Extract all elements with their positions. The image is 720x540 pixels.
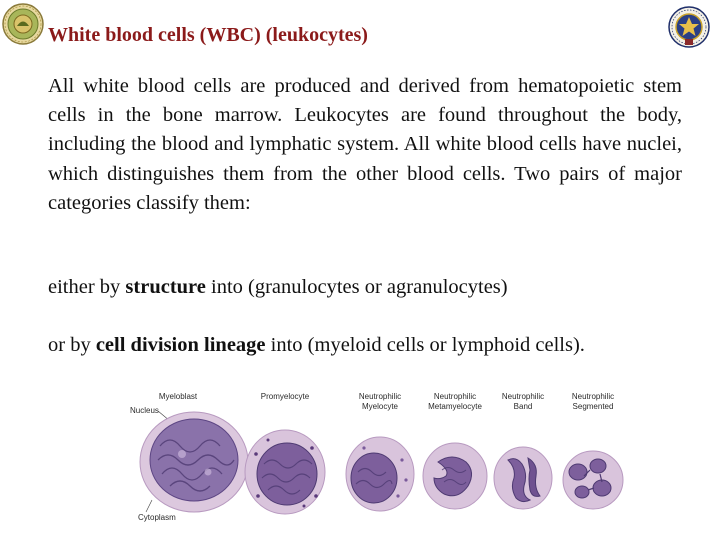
band-cell	[494, 447, 552, 509]
intro-paragraph: All white blood cells are produced and derived from hematopoietic stem cells in the bone marrow. Leukocytes are found throughout the body, including the blood and lymphatic system. All white blood cells have nuclei, which distinguishes them from the other blood cells. Two pairs of major categories classify them:	[48, 75, 682, 214]
segmented-neutrophil-cell	[563, 451, 623, 509]
university-seal-icon	[2, 3, 44, 45]
metamyelocyte-cell	[423, 443, 487, 509]
cell-label-myelocyte	[359, 392, 401, 411]
lineage-prefix: or by	[48, 334, 96, 356]
metamyelocyte-label-line2: Metamyelocyte	[428, 402, 482, 411]
cell-label-segmented	[572, 392, 614, 411]
structure-keyword: structure	[125, 276, 206, 298]
myeloblast-cell	[140, 412, 248, 512]
cytoplasm-annotation: Cytoplasm	[138, 513, 176, 522]
structure-prefix: either by	[48, 276, 126, 298]
granulocyte-maturation-figure	[128, 384, 628, 540]
lineage-keyword: cell division lineage	[95, 334, 266, 356]
lineage-suffix: into (myeloid cells or lymphoid cells).	[265, 334, 585, 356]
cytoplasm-pointer	[146, 500, 152, 512]
nucleus-annotation: Nucleus	[130, 406, 159, 415]
cell-label-metamyelocyte	[428, 392, 482, 411]
band-label-line1: Neutrophilic	[501, 392, 545, 401]
segmented-label-line2: Segmented	[572, 402, 614, 411]
cell-label-band	[502, 392, 544, 411]
cell-label-promyelocyte	[261, 392, 310, 401]
myeloblast-label: Myeloblast	[158, 392, 198, 401]
classification-by-lineage	[48, 334, 585, 357]
promyelocyte-cell	[245, 430, 325, 514]
promyelocyte-label: Promyelocyte	[260, 392, 310, 401]
college-emblem-icon	[666, 5, 712, 49]
myelocyte-label-line2: Myelocyte	[361, 402, 399, 411]
segmented-label-line1: Neutrophilic	[571, 392, 615, 401]
structure-suffix: into (granulocytes or agranulocytes)	[205, 276, 508, 298]
metamyelocyte-label-line1: Neutrophilic	[433, 392, 477, 401]
cell-label-myeloblast	[159, 392, 198, 401]
myelocyte-label-line1: Neutrophilic	[358, 392, 402, 401]
band-label-line2: Band	[513, 402, 533, 411]
myelocyte-cell	[346, 437, 414, 511]
page-title: White blood cells (WBC) (leukocytes)	[48, 24, 368, 46]
classification-by-structure	[48, 276, 508, 299]
